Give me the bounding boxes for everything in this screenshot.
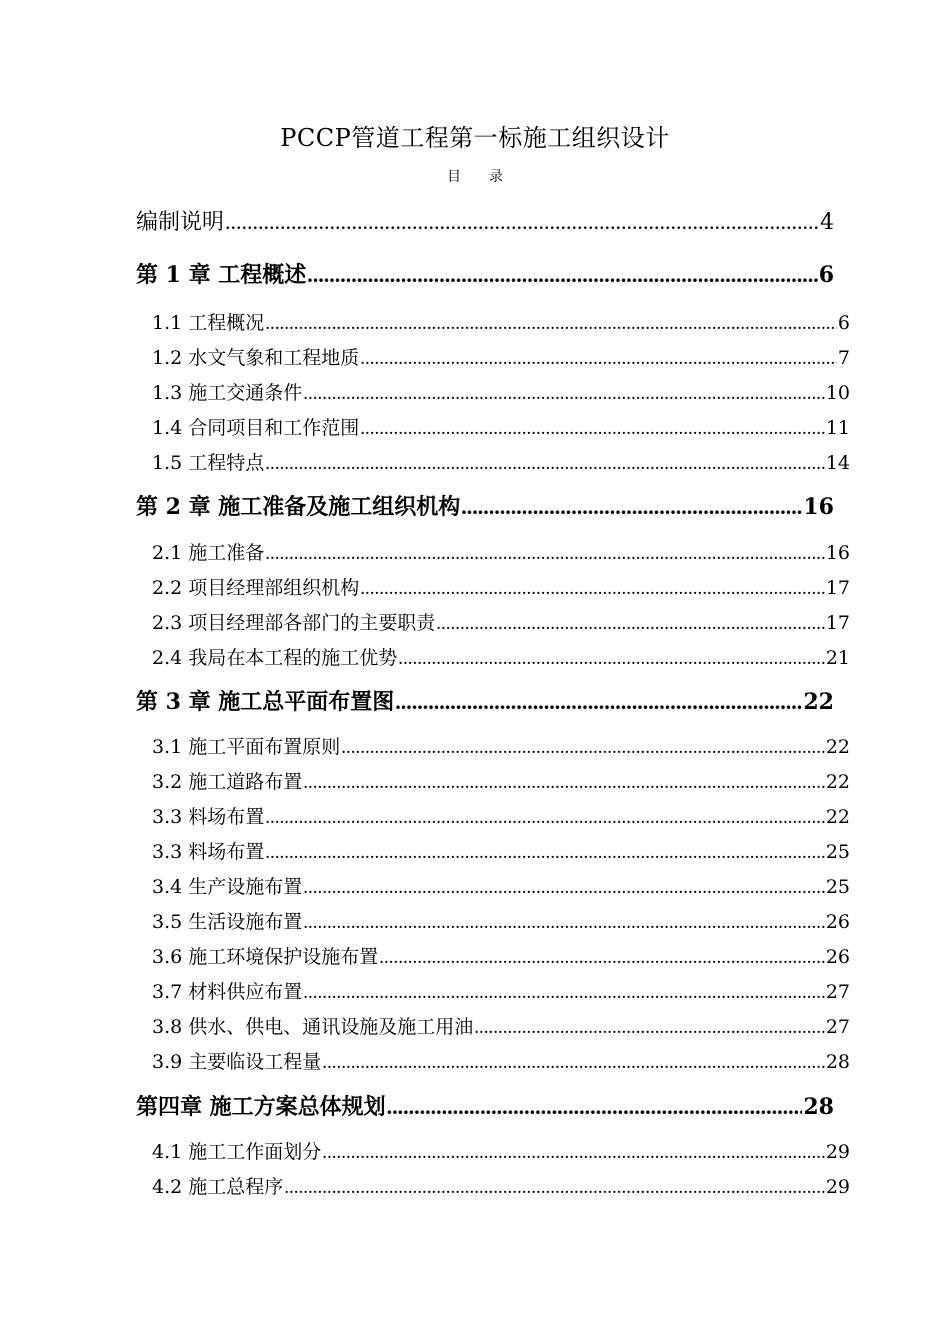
toc-subsection-entry[interactable] <box>152 977 850 1004</box>
toc-entry-label: 3.5 生活设施布置 <box>152 911 303 933</box>
toc-page-number: 22 <box>825 806 850 828</box>
toc-page-number: 17 <box>825 577 850 599</box>
toc-leader-dots <box>265 453 825 475</box>
toc-entry-label: 4.2 施工总程序 <box>152 1176 284 1198</box>
toc-leader-dots <box>265 543 825 565</box>
toc-chapter-entry[interactable] <box>136 1090 834 1121</box>
toc-page-number: 22 <box>825 736 850 758</box>
toc-entry-label: 3.8 供水、供电、通讯设施及施工用油 <box>152 1016 474 1038</box>
toc-page-number: 6 <box>837 312 850 334</box>
toc-subsection-entry[interactable] <box>152 1012 850 1039</box>
toc-entry-label: 4.1 施工工作面划分 <box>152 1141 322 1163</box>
toc-entry-label: 1.3 施工交通条件 <box>152 382 303 404</box>
toc-entry-label: 编制说明 <box>136 210 225 235</box>
toc-leader-dots <box>436 613 825 635</box>
toc-page-number: 16 <box>825 542 850 564</box>
toc-subsection-entry[interactable] <box>152 907 850 934</box>
toc-leader-dots <box>303 912 825 934</box>
toc-page-number: 21 <box>825 647 850 669</box>
toc-subsection-entry[interactable] <box>152 1137 850 1164</box>
toc-entry-label: 1.5 工程特点 <box>152 452 265 474</box>
toc-entry-label: 2.1 施工准备 <box>152 542 265 564</box>
toc-leader-dots <box>265 842 825 864</box>
toc-chapter-entry[interactable] <box>136 685 834 716</box>
toc-leader-dots <box>284 1177 825 1199</box>
toc-leader-dots <box>461 494 802 520</box>
toc-subsection-entry[interactable] <box>152 343 850 370</box>
document-title: PCCP管道工程第一标施工组织设计 <box>280 124 670 152</box>
toc-page-number: 17 <box>825 612 850 634</box>
toc-page-number: 25 <box>825 876 850 898</box>
toc-subsection-entry[interactable] <box>152 413 850 440</box>
toc-leader-dots <box>360 348 837 370</box>
toc-subsection-entry[interactable] <box>152 942 850 969</box>
toc-page-number: 28 <box>803 1094 834 1120</box>
toc-subsection-entry[interactable] <box>152 308 850 335</box>
toc-leader-dots <box>303 383 825 405</box>
toc-leader-dots <box>303 982 825 1004</box>
toc-chapter-entry[interactable] <box>136 490 834 521</box>
toc-subsection-entry[interactable] <box>152 802 850 829</box>
toc-entry-label: 1.2 水文气象和工程地质 <box>152 347 360 369</box>
toc-entry-label: 3.3 料场布置 <box>152 806 265 828</box>
toc-entry-label: 2.3 项目经理部各部门的主要职责 <box>152 612 436 634</box>
toc-subsection-entry[interactable] <box>152 767 850 794</box>
toc-page-number: 7 <box>837 347 850 369</box>
toc-subsection-entry[interactable] <box>152 732 850 759</box>
toc-page-number: 28 <box>825 1051 850 1073</box>
toc-subsection-entry[interactable] <box>152 573 850 600</box>
toc-entry-label: 3.6 施工环境保护设施布置 <box>152 946 379 968</box>
toc-entry-label: 3.2 施工道路布置 <box>152 771 303 793</box>
toc-entry-label: 3.1 施工平面布置原则 <box>152 736 341 758</box>
toc-chapter-entry[interactable] <box>136 205 834 236</box>
toc-subsection-entry[interactable] <box>152 1047 850 1074</box>
toc-entry-label: 第四章 施工方案总体规划 <box>136 1094 386 1120</box>
toc-page-number: 4 <box>820 210 834 235</box>
toc-leader-dots <box>341 737 825 759</box>
toc-page-number: 22 <box>825 771 850 793</box>
toc-subsection-entry[interactable] <box>152 837 850 864</box>
toc-entry-label: 2.4 我局在本工程的施工优势 <box>152 647 398 669</box>
toc-entry-label: 1.4 合同项目和工作范围 <box>152 417 360 439</box>
toc-entry-label: 第 3 章 施工总平面布置图 <box>136 689 395 715</box>
toc-subsection-entry[interactable] <box>152 1172 850 1199</box>
toc-leader-dots <box>322 1052 825 1074</box>
toc-entry-label: 2.2 项目经理部组织机构 <box>152 577 360 599</box>
toc-page-number: 10 <box>825 382 850 404</box>
toc-page-number: 22 <box>803 689 834 715</box>
toc-page-number: 27 <box>825 981 850 1003</box>
toc-page-number: 26 <box>825 911 850 933</box>
toc-leader-dots <box>303 877 825 899</box>
toc-leader-dots <box>395 689 802 715</box>
toc-subsection-entry[interactable] <box>152 448 850 475</box>
toc-entry-label: 3.3 料场布置 <box>152 841 265 863</box>
toc-leader-dots <box>474 1017 825 1039</box>
toc-entry-label: 第 1 章 工程概述 <box>136 262 307 288</box>
toc-leader-dots <box>225 209 819 235</box>
toc-leader-dots <box>387 1094 803 1120</box>
toc-page-number: 6 <box>818 262 834 288</box>
toc-page-number: 11 <box>825 417 850 439</box>
toc-leader-dots <box>398 648 825 670</box>
toc-leader-dots <box>307 262 817 288</box>
toc-entry-label: 第 2 章 施工准备及施工组织机构 <box>136 494 461 520</box>
toc-page-number: 25 <box>825 841 850 863</box>
toc-entry-label: 3.4 生产设施布置 <box>152 876 303 898</box>
toc-leader-dots <box>379 947 825 969</box>
toc-page-number: 26 <box>825 946 850 968</box>
toc-heading: 目录 <box>447 169 531 185</box>
toc-leader-dots <box>265 807 825 829</box>
toc-subsection-entry[interactable] <box>152 538 850 565</box>
toc-leader-dots <box>322 1142 825 1164</box>
toc-subsection-entry[interactable] <box>152 872 850 899</box>
toc-entry-label: 3.7 材料供应布置 <box>152 981 303 1003</box>
toc-leader-dots <box>265 313 837 335</box>
toc-page-number: 16 <box>803 494 834 520</box>
toc-page-number: 27 <box>825 1016 850 1038</box>
toc-page-number: 29 <box>825 1141 850 1163</box>
toc-entry-label: 3.9 主要临设工程量 <box>152 1051 322 1073</box>
toc-page-number: 14 <box>825 452 850 474</box>
toc-page-number: 29 <box>825 1176 850 1198</box>
toc-subsection-entry[interactable] <box>152 378 850 405</box>
toc-leader-dots <box>360 578 825 600</box>
toc-leader-dots <box>303 772 825 794</box>
toc-entry-label: 1.1 工程概况 <box>152 312 265 334</box>
toc-subsection-entry[interactable] <box>152 643 850 670</box>
toc-chapter-entry[interactable] <box>136 258 834 289</box>
toc-leader-dots <box>360 418 825 440</box>
toc-subsection-entry[interactable] <box>152 608 850 635</box>
